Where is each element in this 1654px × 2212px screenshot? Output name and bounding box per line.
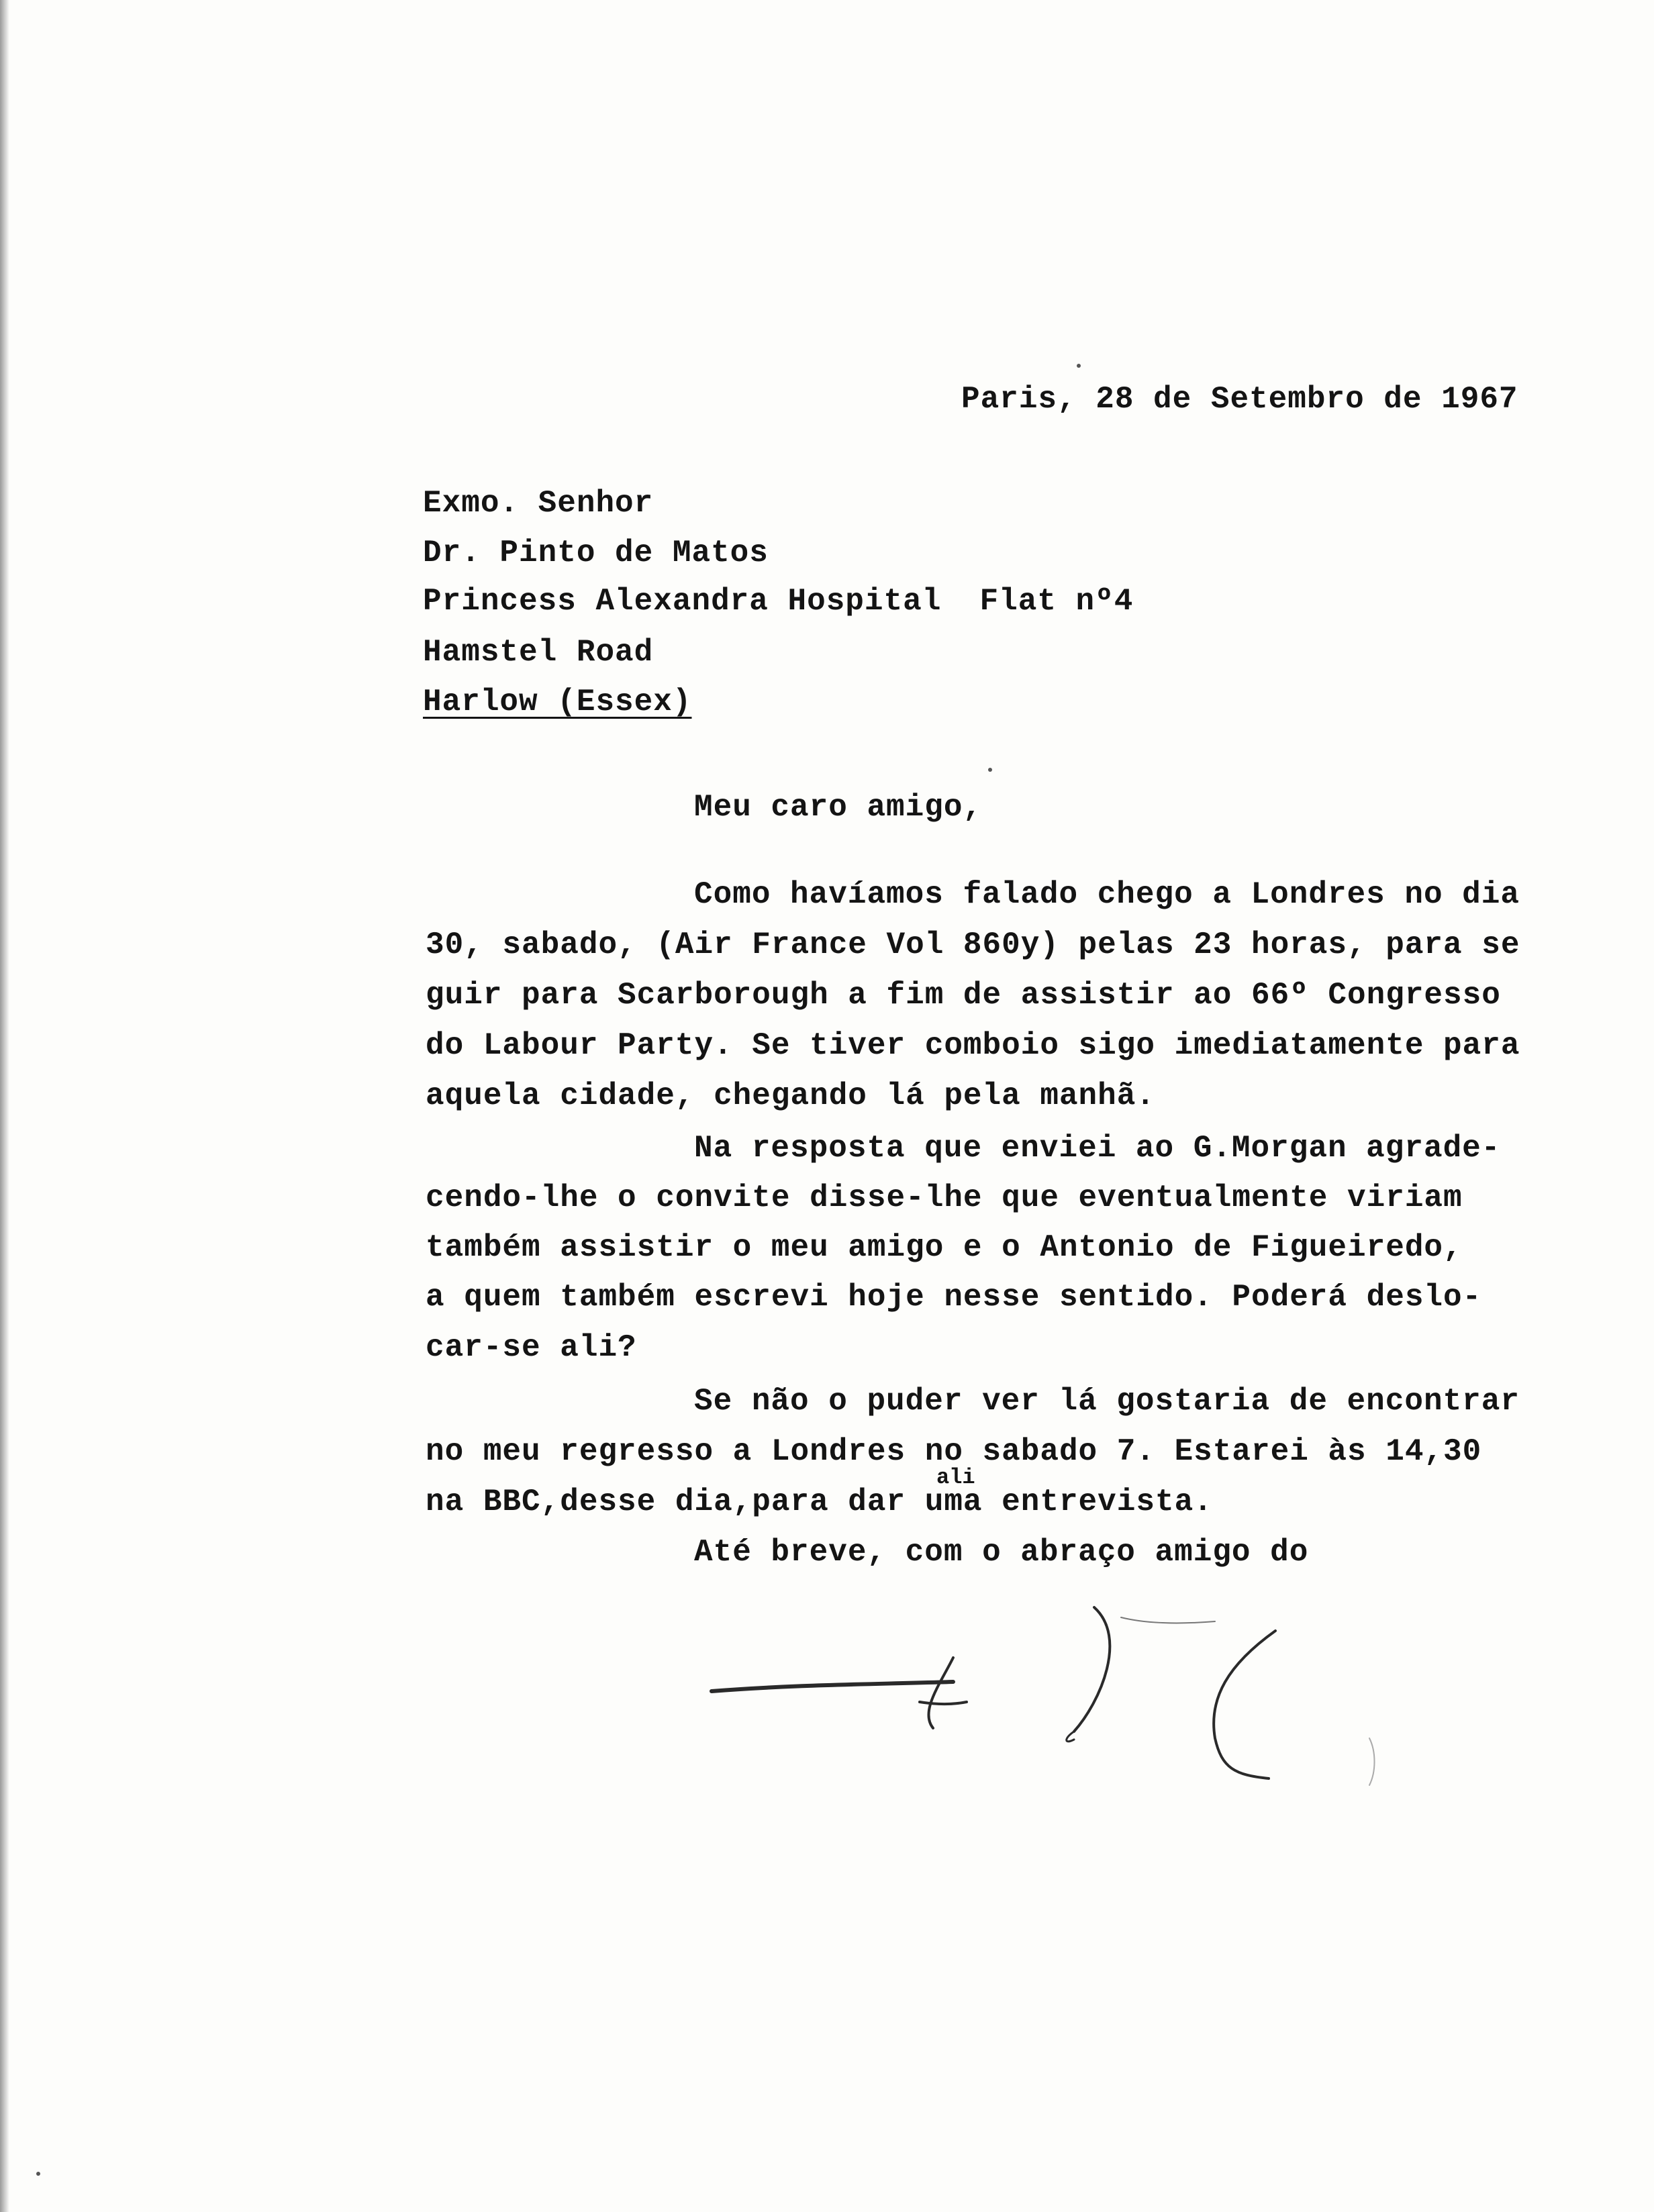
closing-line: Até breve, com o abraço amigo do	[694, 1535, 1309, 1570]
letter-date: Paris, 28 de Setembro de 1967	[961, 382, 1518, 417]
body-line: do Labour Party. Se tiver comboio sigo imediatamente para	[426, 1028, 1520, 1063]
paper-speck	[36, 2172, 40, 2176]
body-line: 30, sabado, (Air France Vol 860y) pelas 23 horas, para se	[426, 927, 1520, 962]
address-line: Harlow (Essex)	[423, 685, 692, 719]
body-line: aquela cidade, chegando lá pela manhã.	[426, 1078, 1155, 1113]
address-line: Exmo. Senhor	[423, 486, 654, 521]
body-line: cendo-lhe o convite disse-lhe que eventualmente viriam	[426, 1180, 1463, 1215]
paper-speck	[1077, 364, 1081, 368]
address-line: Dr. Pinto de Matos	[423, 536, 769, 570]
body-line: Na resposta que enviei ao G.Morgan agrade-	[694, 1131, 1501, 1166]
body-line: guir para Scarborough a fim de assistir ao 66º Congresso	[426, 978, 1501, 1013]
body-line: a quem também escrevi hoje nesse sentido. Poderá deslo-	[426, 1280, 1482, 1315]
body-line: car-se ali?	[426, 1330, 637, 1365]
address-line: Princess Alexandra Hospital Flat nº4	[423, 584, 1134, 619]
letter-greeting: Meu caro amigo,	[694, 790, 983, 825]
address-line: Hamstel Road	[423, 635, 654, 670]
body-line: também assistir o meu amigo e o Antonio de Figueiredo,	[426, 1230, 1463, 1265]
body-line: no meu regresso a Londres no sabado 7. Estarei às 14,30	[426, 1434, 1482, 1469]
body-line: na BBC,desse dia,para dar uma entrevista.	[426, 1485, 1213, 1519]
body-line: Como havíamos falado chego a Londres no dia	[694, 877, 1520, 912]
interlinear-note: ali	[936, 1465, 975, 1490]
paper-speck	[988, 768, 992, 772]
handwritten-signature	[698, 1584, 1396, 1866]
page-edge-shadow	[0, 0, 9, 2212]
body-line: Se não o puder ver lá gostaria de encontrar	[694, 1384, 1520, 1419]
